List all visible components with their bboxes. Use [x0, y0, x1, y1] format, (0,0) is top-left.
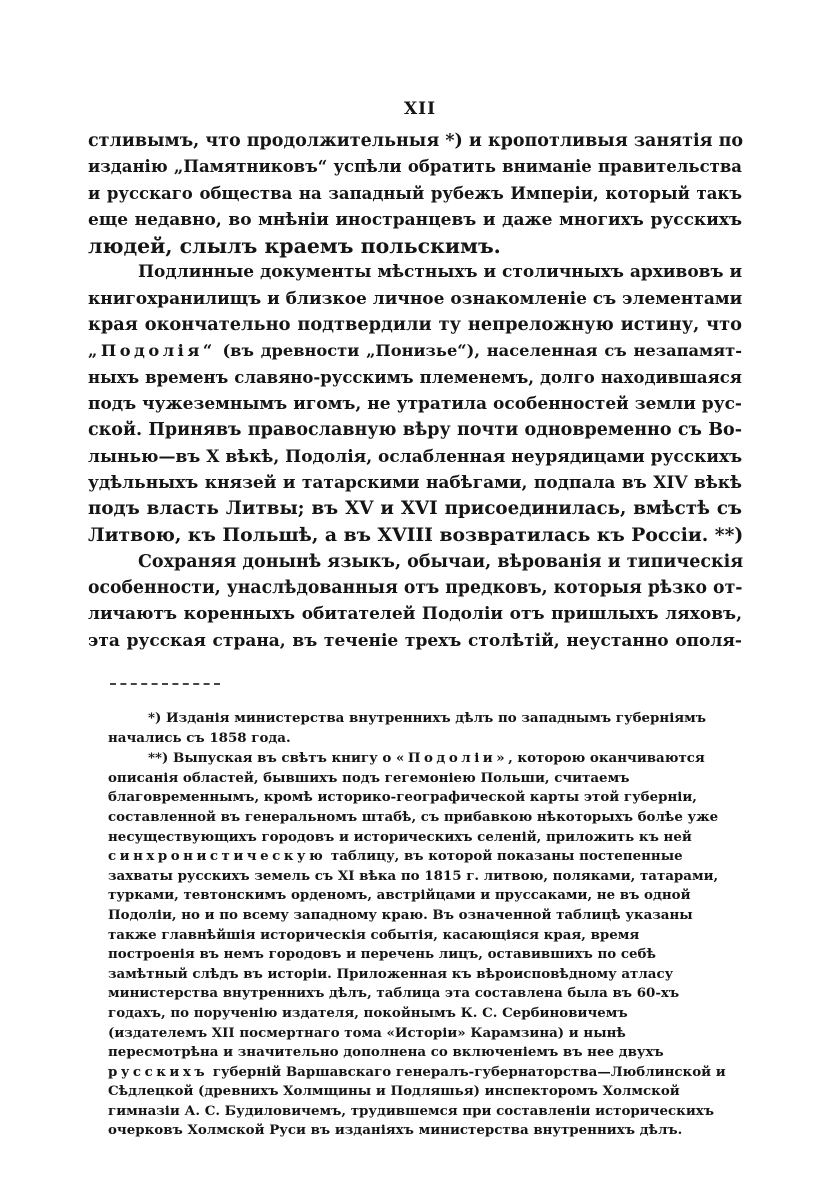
text-line: и русскаго общества на западный рубежъ Имперіи, который такъ: [88, 183, 742, 203]
text-line: края окончательно подтвердили ту непреложную истину, что: [88, 314, 742, 336]
footnote-2: [108, 749, 726, 1141]
text-line: стливымъ, что продолжительныя *) и кропотливыя занятія по: [88, 131, 744, 151]
text-line: Подлинные документы мѣстныхъ и столичныхъ архивовъ и: [138, 262, 743, 283]
text-line: ныхъ временъ славяно-русскимъ племенемъ, долго находившаяся: [88, 367, 742, 387]
text-line: людей, слылъ краемъ польскимъ.: [88, 234, 501, 259]
paragraph-2: [88, 259, 742, 548]
text-line: удѣльныхъ князей и татарскими набѣгами, подпала въ XIV вѣкѣ: [88, 472, 742, 493]
footnote-separator: [110, 683, 220, 685]
text-line: особенности, унаслѣдованныя отъ предковъ, которыя рѣзко от-: [88, 578, 743, 599]
footnote-segment: , которою оканчиваются описанія областей, бывшихъ подъ гегемоніею Польши, считаемъ благовременнымъ, кромѣ историко-географической карты этой губерніи, составленной въ генеральномъ штабѣ, съ прибавкою нѣкоторыхъ болѣе уже несуществующихъ городовъ и историческихъ селеній, приложить къ ней: [108, 750, 719, 845]
synchronistic-word: синхронистическую: [108, 848, 327, 865]
footnote-segment: таблицу, въ которой показаны постепенные захваты русскихъ земель съ XI вѣка по 1815 г. литвою, поляками, татарами, турками, тевтонскимъ орденомъ, австрійцами и пруссаками, не въ одной Подоліи, но и по всему западному краю. Въ означенной таблицѣ указаны также главнѣйшія историческія событія, касающіяся края, время построенія въ немъ городовъ и перечень лицъ, оставившихъ по себѣ замѣтный слѣдъ въ исторіи. Приложенная къ вѣроисповѣдному атласу министерства внутреннихъ дѣлъ, таблица эта составлена была въ 60-хъ годахъ, по порученію издателя, покойнымъ К. С. Сербиновичемъ (издателемъ XII посмертнаго тома «Исторіи» Карамзина) и нынѣ пересмотрѣна и значительно дополнена со включеніемъ въ нее двухъ: [108, 848, 719, 1061]
text-line: книгохранилищъ и близкое личное ознакомленіе съ элементами: [88, 288, 743, 309]
paragraph-3: [88, 549, 742, 654]
text-line: [88, 338, 742, 364]
text-line: Сохраняя донынѣ языкъ, обычаи, вѣрованія и типическія: [138, 551, 744, 572]
footnotes: [108, 709, 726, 1141]
text-line: изданію „Памятниковъ“ успѣли обратить вниманіе правительства: [88, 157, 742, 177]
footnote-1: *) Изданія министерства внутреннихъ дѣлъ по западнымъ губерніямъ начались съ 1858 года.: [108, 710, 707, 746]
text-line: лынью—въ X вѣкѣ, Подолія, ослабленная неурядицами русскихъ: [88, 446, 743, 467]
text-line: подъ чужеземнымъ игомъ, не утратила особенностей земли рус-: [88, 393, 742, 414]
text-line: личаютъ коренныхъ обитателей Подоліи отъ пришлыхъ ляховъ,: [88, 604, 742, 625]
text-line: подъ власть Литвы; въ XV и XVI присоединилась, вмѣстѣ съ: [88, 498, 742, 520]
podolia-quote: „Подолія“: [88, 341, 216, 361]
text-line: Литвою, къ Польшѣ, а въ XVIII возвратилась къ Россіи. **): [88, 524, 744, 547]
main-text: [88, 128, 742, 654]
russian-word: русскихъ: [108, 1063, 209, 1080]
podolia-book-title: «Подоліи»: [395, 750, 509, 767]
page-number: XII: [403, 99, 437, 119]
text-line: эта русская страна, въ теченіе трехъ столѣтій, неустанно ополя-: [88, 630, 742, 651]
footnote-segment: **) Выпуская въ свѣтъ книгу о: [148, 750, 396, 767]
footnote-segment: губерній Варшавскаго генералъ-губернаторства—Люблинской и Сѣдлецкой (древнихъ Холмщины и Подляшья) инспекторомъ Холмской гимназіи А. С. Будиловичемъ, трудившемся при составленіи историческихъ очерковъ Холмской Руси въ изданіяхъ министерства внутреннихъ дѣлъ.: [108, 1063, 726, 1139]
paragraph-1: [88, 128, 742, 259]
text-line: еще недавно, во мнѣніи иностранцевъ и даже многихъ русскихъ: [88, 209, 742, 230]
text-segment: (въ древности „Понизье“), населенная съ незапамят-: [215, 341, 742, 361]
text-line: ской. Принявъ православную вѣру почти одновременно съ Во-: [88, 420, 742, 441]
